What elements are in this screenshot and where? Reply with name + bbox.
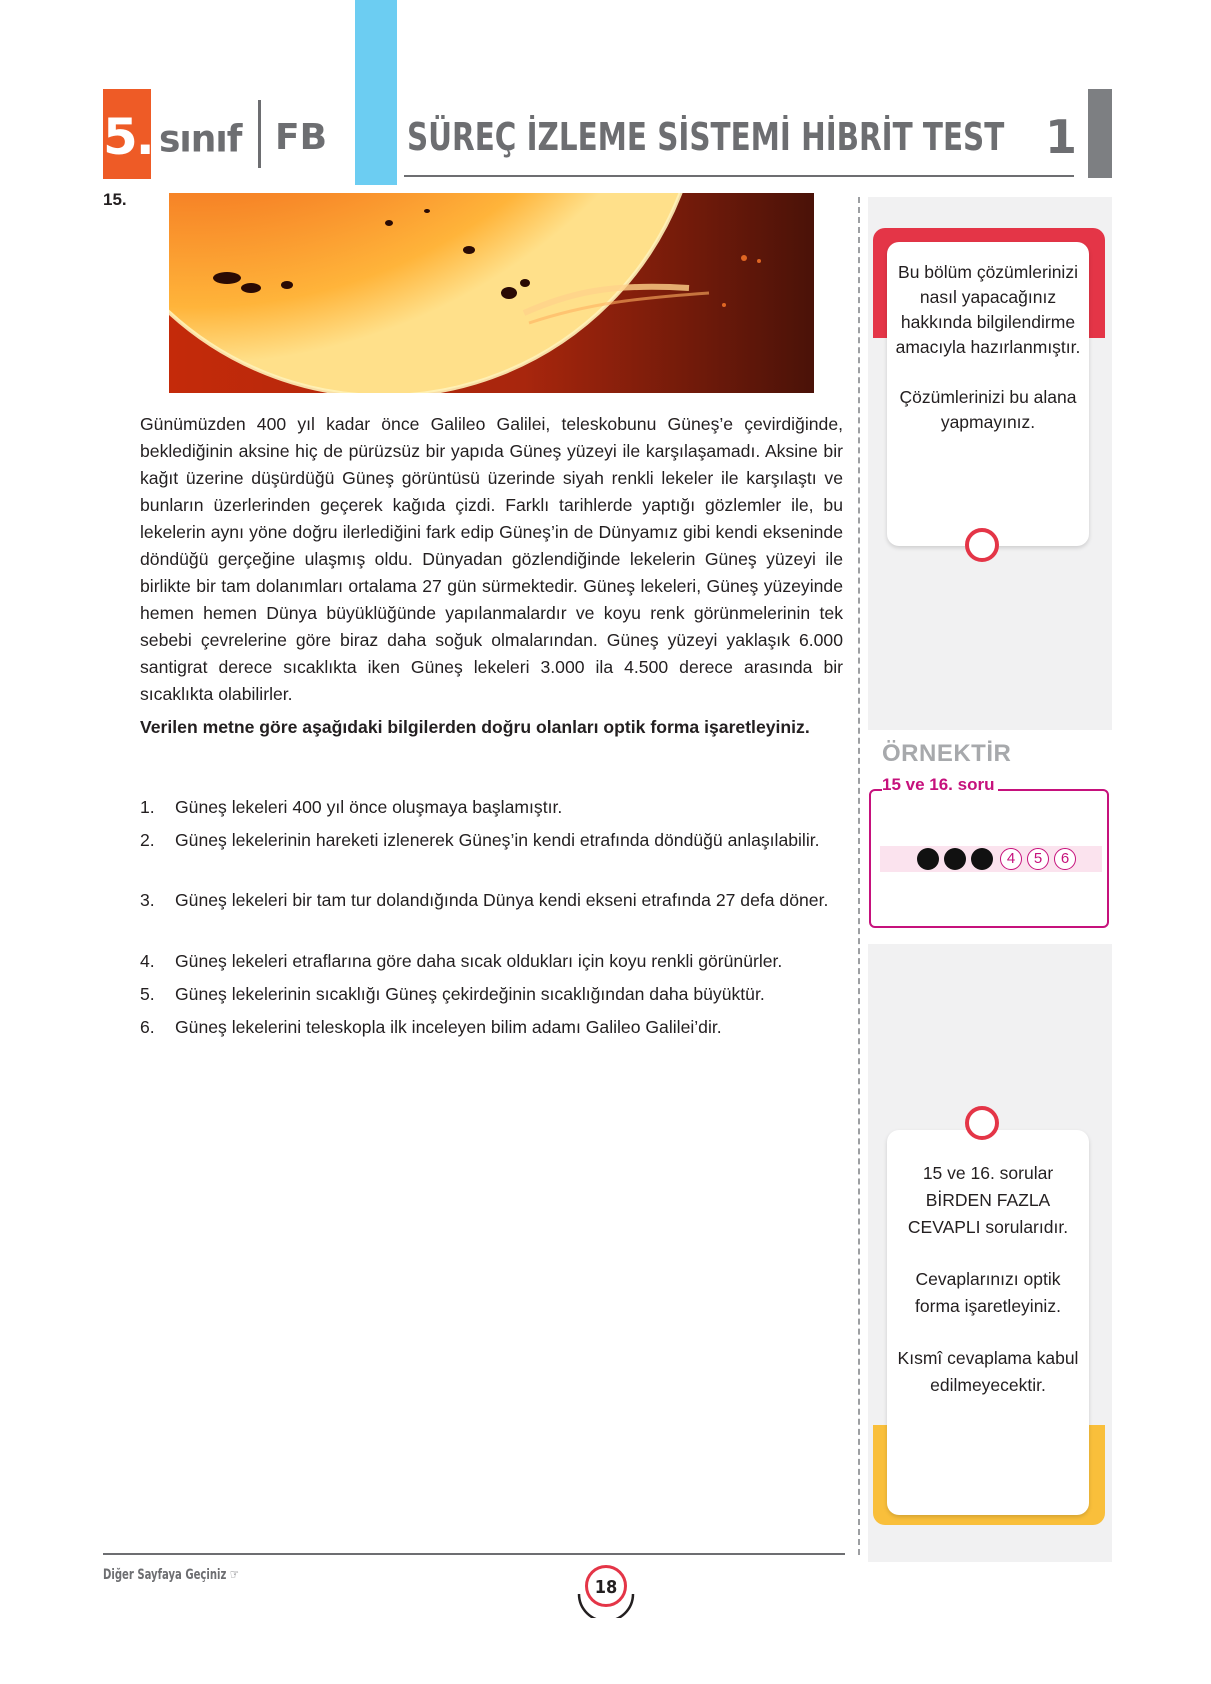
filled-bubble <box>917 848 939 870</box>
info-text: Bu bölüm çözümlerinizi nasıl yapacağınız hakkında bilgilendirme amacıyla hazırlanmıştır. <box>895 262 1081 357</box>
filled-bubble <box>971 848 993 870</box>
item-text: Güneş lekelerinin sıcaklığı Güneş çekirdeğinin sıcaklığından daha büyüktür. <box>175 984 765 1004</box>
ring-icon <box>965 1106 999 1140</box>
note-text: Kısmî cevaplama kabul edilmeyecektir. <box>897 1348 1079 1395</box>
item-text: Güneş lekelerinin hareketi izlenerek Güneş’in kendi etrafında döndüğü anlaşılabilir. <box>175 830 820 850</box>
question-instruction: Verilen metne göre aşağıdaki bilgilerden doğru olanları optik forma işaretleyiniz. <box>140 717 810 737</box>
gray-edge-tab <box>1088 89 1112 178</box>
example-title: ÖRNEKTİR <box>882 740 1012 767</box>
grade-word: sınıf <box>159 117 242 161</box>
test-number: 1 <box>1045 110 1078 164</box>
footer-rule <box>103 1553 845 1555</box>
item-number: 2. <box>140 830 155 850</box>
example-label: 15 ve 16. soru <box>882 775 998 795</box>
next-page-note: Diğer Sayfaya Geçiniz ☞ <box>103 1567 239 1583</box>
item-number: 4. <box>140 951 155 971</box>
list-item <box>140 981 843 1008</box>
header-divider <box>258 100 261 168</box>
list-item <box>140 794 843 821</box>
list-item <box>140 948 843 975</box>
grade-number: 5. <box>103 108 153 166</box>
subject-code: FB <box>275 117 328 158</box>
item-number: 6. <box>140 1017 155 1037</box>
info-card <box>887 242 1089 546</box>
list-item <box>140 1014 843 1041</box>
item-number: 1. <box>140 797 155 817</box>
item-text: Güneş lekeleri bir tam tur dolandığında Dünya kendi ekseni etrafında 27 defa döner. <box>175 890 829 910</box>
question-passage: Günümüzden 400 yıl kadar önce Galileo Galilei, teleskobunu Güneş’e çevirdiğinde, beklediğinin aksine hiç de pürüzsüz bir yapıda Güneş yüzeyi ile karşılaşamadı. Aksine bir kağıt üzerine düşürdüğü Güneş görüntüsü üzerinde siyah renkli lekeler ile karşılaştı ve bunların üzerlerinden geçerek kağıda çizdi. Farklı tarihlerde yaptığı gözlemler ile, bu lekelerin aynı yöne doğru ilerlediğini fark edip Güneş’in de Dünyamız gibi kendi ekseninde döndüğü gerçeğine ulaşmış oldu. Dünyadan gözlendiğinde lekelerin Güneş yüzeyi ile birlikte bir tam dolanımları ortalama 27 gün sürmektedir. Güneş lekeleri, Güneş yüzeyinde hemen hemen Dünya büyüklüğünde yapılanmalardır ve koyu renk görünmelerinin tek sebebi çevrelerine göre biraz daha soğuk olmalarından. Güneş yüzeyi yaklaşık 6.000 santigrat derece sıcaklıkta iken Güneş lekeleri 3.000 ila 4.500 derece arasında bir sıcaklıkta olabilirler. <box>140 414 843 704</box>
list-item <box>140 887 843 914</box>
sun-photo <box>169 193 814 393</box>
item-number: 3. <box>140 890 155 910</box>
filled-bubble <box>944 848 966 870</box>
question-number: 15. <box>103 190 127 209</box>
blue-accent-bar <box>355 0 397 185</box>
note-text: 15 ve 16. sorular BİRDEN FAZLA CEVAPLI sorularıdır. <box>907 1163 1069 1237</box>
list-item <box>140 827 843 854</box>
note-card <box>887 1130 1089 1515</box>
page-number: 18 <box>594 1577 618 1598</box>
option-bubble: 6 <box>1054 848 1076 870</box>
option-bubble: 5 <box>1027 848 1049 870</box>
ring-icon <box>965 528 999 562</box>
note-text: Cevaplarınızı optik forma işaretleyiniz. <box>915 1269 1061 1316</box>
title-underline <box>404 175 1074 177</box>
item-text: Güneş lekeleri etraflarına göre daha sıcak oldukları için koyu renkli görünürler. <box>175 951 783 971</box>
test-title: SÜREÇ İZLEME SİSTEMİ HİBRİT TEST <box>407 115 1005 159</box>
item-number: 5. <box>140 984 155 1004</box>
dashed-separator <box>858 197 860 1555</box>
item-text: Güneş lekelerini teleskopla ilk inceleyen bilim adamı Galileo Galilei’dir. <box>175 1017 722 1037</box>
item-text: Güneş lekeleri 400 yıl önce oluşmaya başlamıştır. <box>175 797 563 817</box>
info-warning: Çözümlerinizi bu alana yapmayınız. <box>899 387 1077 432</box>
option-bubble: 4 <box>1000 848 1022 870</box>
